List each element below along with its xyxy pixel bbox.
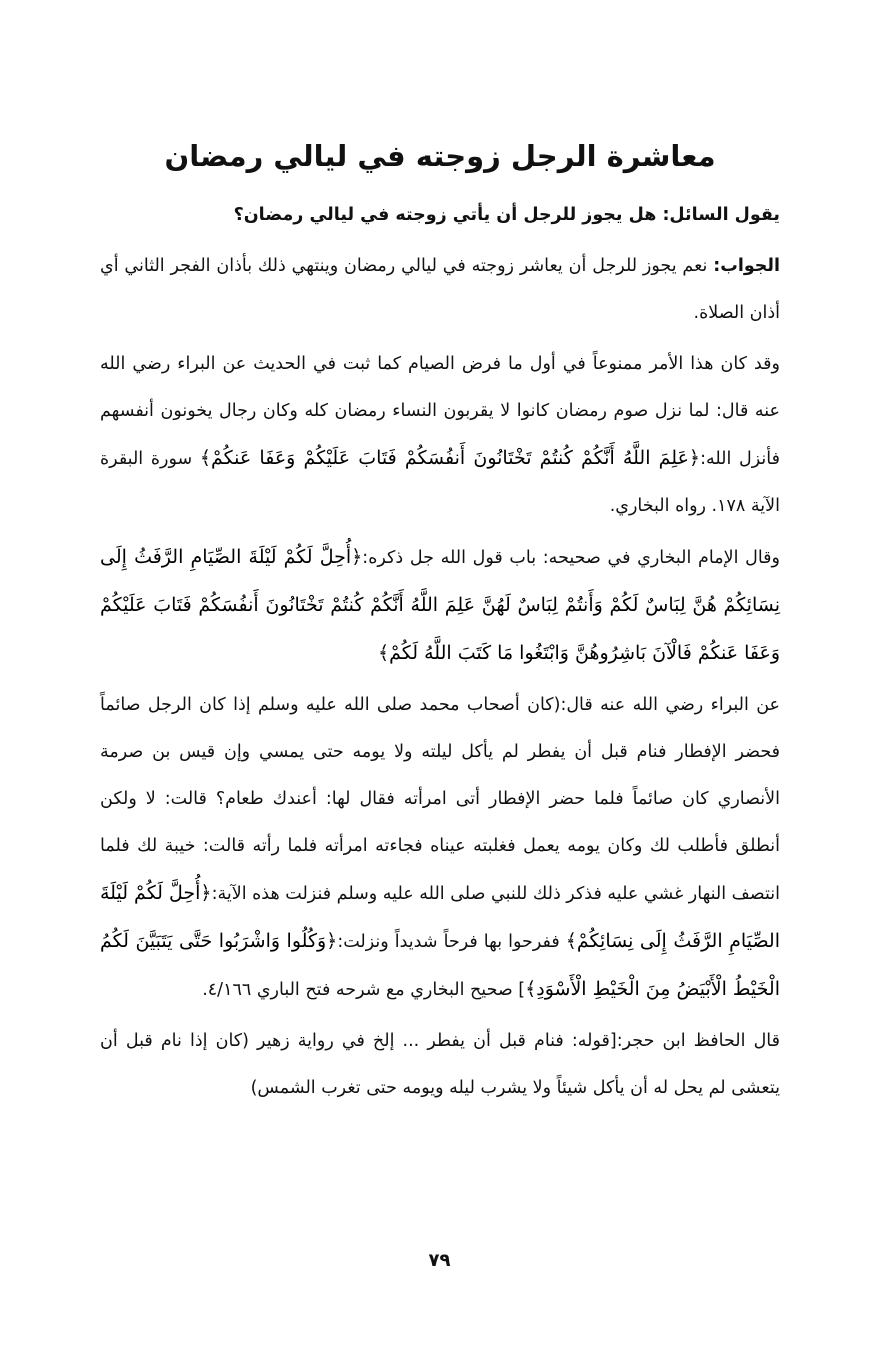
paragraph-3-text-a: عن البراء رضي الله عنه قال:(كان أصحاب محمد صلى الله عليه وسلم إذا كان الرجل صائماً فحضر الإفطار فنام قبل أن يفطر لم يأكل ليلته ولا يومه حتى يمسي وإن قيس بن صرمة الأنصاري كان صائماً فلما حضر الإفطار أتى امرأته فقال لها: أعندك طعام؟ قالت: لا ولكن أنطلق فأطلب لك وكان يومه يعمل فغلبته عيناه فجاءته امرأته فلما رأته قالت: خيبة لك فلما انتصف النهار غشي عليه فذكر ذلك للنبي صلى الله عليه وسلم فنزلت هذه الآية: <box>100 695 780 904</box>
page-title: معاشرة الرجل زوجته في ليالي رمضان <box>164 139 716 173</box>
paragraph-3-text-c: ] صحيح البخاري مع شرحه فتح الباري ٤/١٦٦. <box>202 980 526 1000</box>
paragraph-1-text-b: سورة البقرة الآية ١٧٨. رواه البخاري. <box>100 449 780 516</box>
ibn-hajar-paragraph <box>100 1018 780 1112</box>
paragraph-4-text-a: قال الحافظ ابن حجر:[قوله: فنام قبل أن يفطر ... إلخ في رواية زهير (كان إذا نام قبل أن يتعشى لم يحل له أن يأكل شيئاً ولا يشرب ليله ويومه حتى تغرب الشمس) <box>100 1031 780 1098</box>
question-label: يقول السائل: <box>662 205 780 225</box>
bukhari-paragraph <box>100 534 780 678</box>
quran-verse-4: ﴿وَكُلُوا وَاشْرَبُوا حَتَّى يَتَبَيَّنَ لَكُمُ الْخَيْطُ الْأَبْيَضُ مِنَ الْخَيْطِ الْأَسْوَدِ﴾ <box>100 930 780 1000</box>
question-text: هل يجوز للرجل أن يأتي زوجته في ليالي رمضان؟ <box>233 205 663 225</box>
hadith-paragraph-2 <box>100 682 780 1014</box>
question-paragraph <box>100 192 780 239</box>
answer-paragraph <box>100 243 780 337</box>
quran-verse-2: ﴿أُحِلَّ لَكُمْ لَيْلَةَ الصِّيَامِ الرَّفَثُ إِلَى نِسَائِكُمْ هُنَّ لِبَاسٌ لَكُمْ وَأَنتُمْ لِبَاسٌ لَهُنَّ عَلِمَ اللَّهُ أَنَّكُمْ كُنتُمْ تَخْتَانُونَ أَنفُسَكُمْ فَتَابَ عَلَيْكُمْ وَعَفَا عَنكُمْ فَالْآنَ بَاشِرُوهُنَّ وَابْتَغُوا مَا كَتَبَ اللَّهُ لَكُمْ﴾ <box>100 546 780 664</box>
hadith-paragraph-1 <box>100 341 780 530</box>
page-content <box>100 128 780 1112</box>
page-number: ٧٩ <box>428 1250 451 1271</box>
paragraph-1-text-a: وقد كان هذا الأمر ممنوعاً في أول ما فرض الصيام كما ثبت في الحديث عن البراء رضي الله عنه قال: لما نزل صوم رمضان كانوا لا يقربون النساء رمضان كله وكان رجال يخونون أنفسهم فأنزل الله: <box>100 354 780 469</box>
quran-verse-3: ﴿أُحِلَّ لَكُمْ لَيْلَةَ الصِّيَامِ الرَّفَثُ إِلَى نِسَائِكُمْ﴾ <box>100 882 780 952</box>
answer-text: نعم يجوز للرجل أن يعاشر زوجته في ليالي رمضان وينتهي ذلك بأذان الفجر الثاني أي أذان الصلاة. <box>100 256 780 323</box>
paragraph-2-text-a: وقال الإمام البخاري في صحيحه: باب قول الله جل ذكره: <box>362 548 780 568</box>
paragraph-3-text-b: ففرحوا بها فرحاً شديداً ونزلت: <box>337 932 566 952</box>
quran-verse-1: ﴿عَلِمَ اللَّهُ أَنَّكُمْ كُنتُمْ تَخْتَانُونَ أَنفُسَكُمْ فَتَابَ عَلَيْكُمْ وَعَفَا عَنكُمْ﴾ <box>199 447 701 469</box>
answer-label: الجواب: <box>713 256 780 276</box>
